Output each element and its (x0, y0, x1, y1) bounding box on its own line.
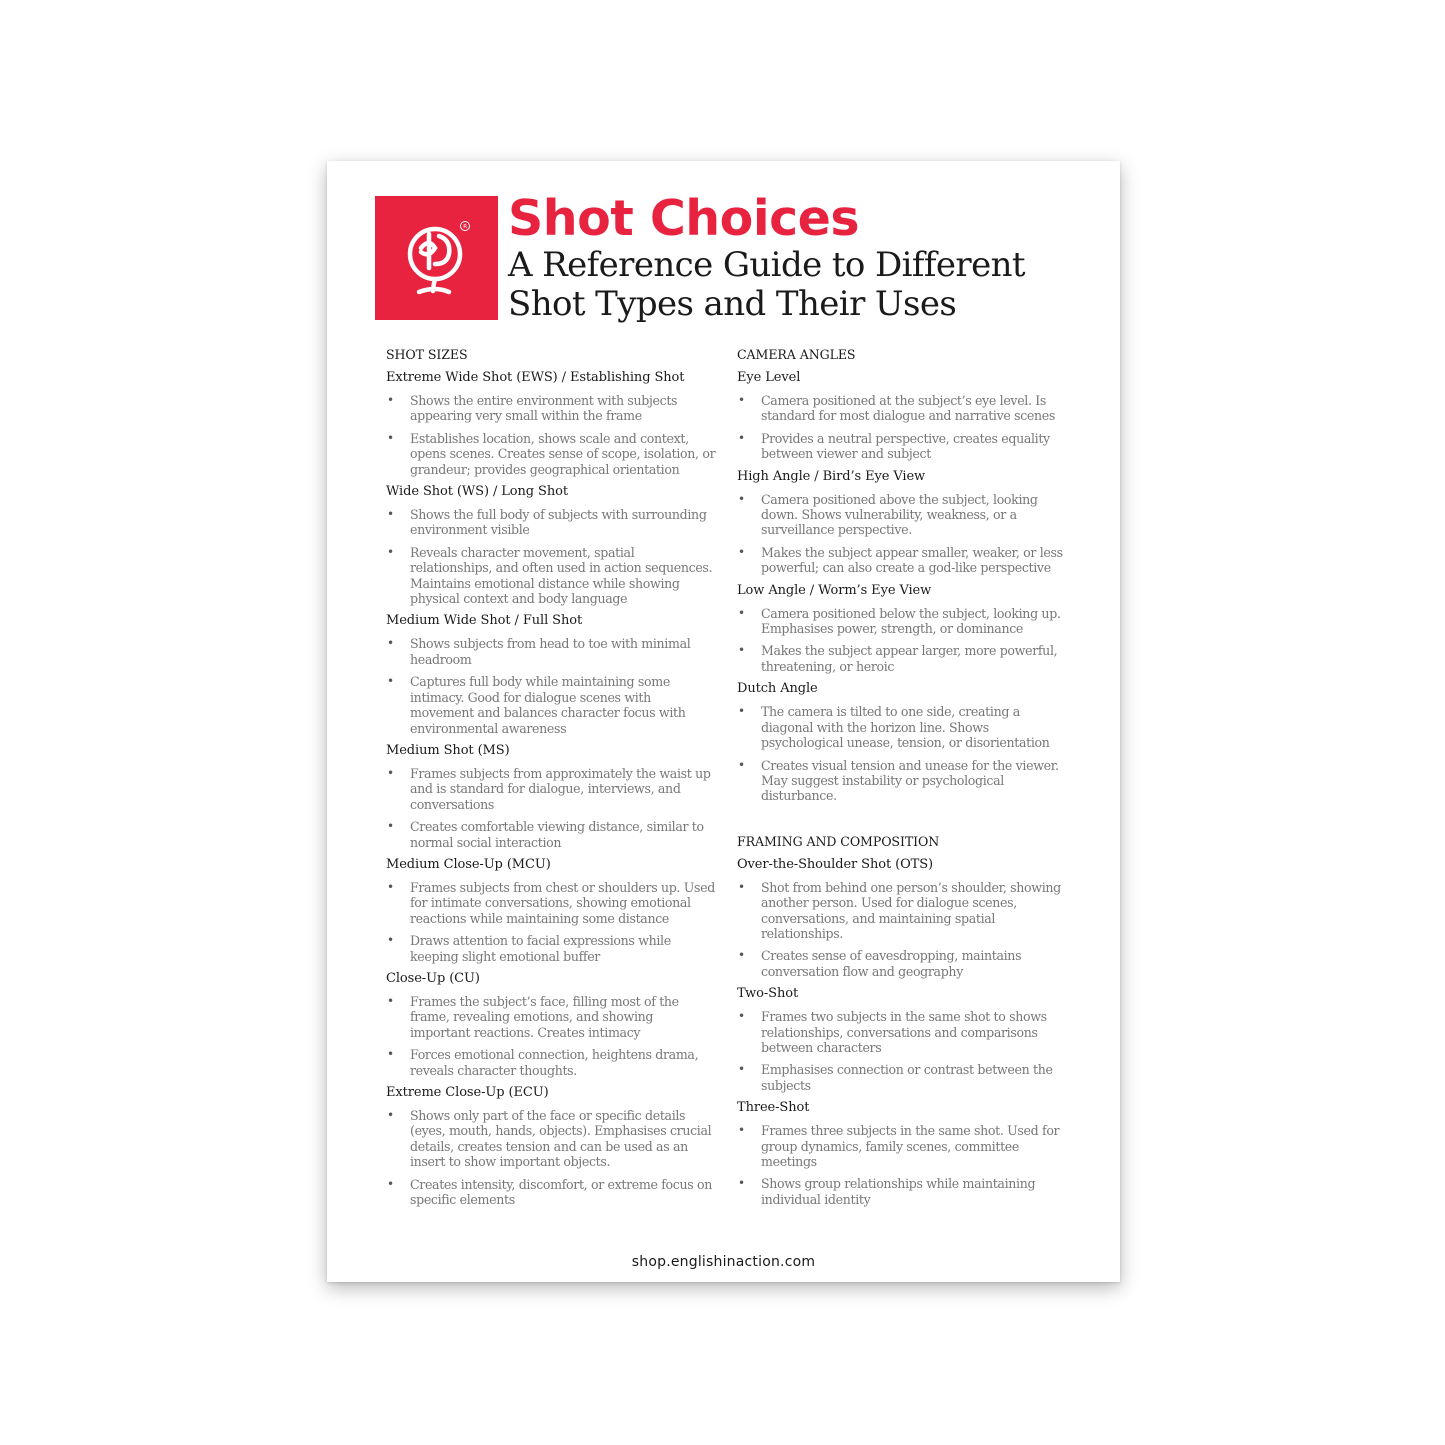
list-item: • Shot from behind one person’s shoulder, showing another person. Used for dialogue scenes, conversations, and maintaining spatial relationships. (738, 879, 1061, 941)
section-heading-camera-angles: CAMERA ANGLES (737, 347, 856, 362)
list-item: • Reveals character movement, spatial relationships, and often used in action sequences. Maintains emotional distance while showing physical context and body language (387, 544, 713, 607)
list-item: • Establishes location, shows scale and context, opens scenes. Creates sense of scope, isolation, or grandeur; provides geographical orientation (387, 430, 716, 477)
angle-heading: Low Angle / Worm’s Eye View (737, 582, 932, 598)
page-title: Shot Choices (508, 190, 860, 247)
list-item: • Provides a neutral perspective, creates equality between viewer and subject (738, 430, 1050, 462)
bullet-icon: • (387, 636, 394, 651)
bullet-list (386, 393, 716, 477)
brand-logo (375, 196, 498, 320)
list-item: • Forces emotional connection, heightens drama, reveals character thoughts. (387, 1047, 699, 1078)
bullet-list (386, 880, 716, 964)
section-heading-framing: FRAMING AND COMPOSITION (737, 833, 940, 849)
bullet-list (386, 994, 716, 1078)
bullet-icon: • (387, 879, 394, 894)
list-item: • Makes the subject appear larger, more powerful, threatening, or heroic (738, 643, 1058, 674)
angle-heading: Eye Level (737, 370, 801, 385)
list-item: • Creates sense of eavesdropping, maintains conversation flow and geography (738, 948, 1022, 979)
bullet-icon: • (738, 544, 745, 559)
list-item: • Camera positioned above the subject, looking down. Shows vulnerability, weakness, or a surveillance perspective. (738, 491, 1038, 538)
list-item: • The camera is tilted to one side, creating a diagonal with the horizon line. Shows psychological unease, tension, or disorientation (738, 704, 1050, 751)
bullet-list (386, 1108, 716, 1207)
globe-logo-icon (375, 196, 498, 320)
list-item: • Emphasises connection or contrast between the subjects (738, 1062, 1053, 1093)
bullet-icon: • (738, 757, 745, 772)
subtitle-line: A Reference Guide to Different (508, 245, 1025, 285)
list-item: • Shows the entire environment with subjects appearing very small within the frame (387, 393, 678, 424)
bullet-icon: • (387, 933, 394, 948)
bullet-icon: • (738, 879, 745, 894)
angle-heading: Dutch Angle (737, 681, 818, 697)
list-item: • Captures full body while maintaining some intimacy. Good for dialogue scenes with movement and balances character focus with environmental awareness (387, 674, 686, 736)
bullet-icon: • (387, 430, 394, 445)
bullet-icon: • (738, 1062, 745, 1077)
list-item: • Frames subjects from approximately the waist up and is standard for dialogue, interviews, and conversations (387, 765, 711, 812)
list-item: • Makes the subject appear smaller, weaker, or less powerful; can also create a god-like perspective (738, 544, 1063, 576)
bullet-list (737, 704, 1067, 803)
bullet-icon: • (738, 491, 745, 506)
bullet-icon: • (738, 948, 745, 963)
section-heading-shot-sizes: SHOT SIZES (386, 347, 468, 362)
bullet-icon: • (387, 1176, 394, 1191)
bullet-list (737, 1009, 1067, 1093)
bullet-icon: • (387, 1108, 394, 1122)
list-item: • Frames two subjects in the same shot to shows relationships, conversations and comparisons between characters (738, 1009, 1047, 1055)
reference-sheet (327, 161, 1120, 1282)
bullet-icon: • (738, 393, 745, 407)
shot-heading: Medium Wide Shot / Full Shot (386, 613, 583, 629)
svg-text:R: R (463, 224, 468, 230)
shot-heading: Extreme Close-Up (ECU) (386, 1085, 549, 1100)
bullet-icon: • (387, 544, 394, 559)
bullet-icon: • (387, 1047, 394, 1062)
framing-heading: Over-the-Shoulder Shot (OTS) (737, 856, 934, 872)
bullet-list (737, 492, 1067, 576)
bullet-list (737, 393, 1067, 462)
shot-heading: Extreme Wide Shot (EWS) / Establishing Shot (386, 370, 685, 385)
bullet-icon: • (738, 1176, 745, 1191)
shot-heading: Close-Up (CU) (386, 970, 480, 986)
bullet-list (737, 1123, 1067, 1207)
bullet-list (737, 606, 1067, 675)
bullet-icon: • (738, 430, 745, 445)
bullet-list (386, 766, 716, 850)
list-item: • Creates comfortable viewing distance, similar to normal social interaction (387, 819, 704, 850)
left-column (386, 347, 716, 1214)
bullet-icon: • (738, 704, 745, 719)
list-item: • Creates intensity, discomfort, or extreme focus on specific elements (387, 1176, 712, 1208)
shot-heading: Medium Close-Up (MCU) (386, 856, 551, 872)
list-item: • Camera positioned at the subject’s eye level. Is standard for most dialogue and narrative scenes (738, 393, 1056, 424)
bullet-list (737, 880, 1067, 979)
list-item: • Frames three subjects in the same shot. Used for group dynamics, family scenes, committee meetings (738, 1123, 1060, 1169)
subtitle-line: Shot Types and Their Uses (508, 284, 957, 324)
bullet-icon: • (387, 507, 394, 522)
list-item: • Frames subjects from chest or shoulders up. Used for intimate conversations, showing emotional reactions while maintaining some distance (387, 879, 715, 926)
bullet-list (386, 507, 716, 606)
framing-heading: Three-Shot (737, 1100, 810, 1116)
footer-url[interactable]: shop.englishinaction.com (631, 1254, 816, 1270)
shot-heading: Wide Shot (WS) / Long Shot (386, 484, 568, 500)
list-item: • Creates visual tension and unease for the viewer. May suggest instability or psychological disturbance. (738, 757, 1059, 804)
bullet-icon: • (387, 674, 394, 689)
list-item: • Shows only part of the face or specific details (eyes, mouth, hands, objects). Emphasises crucial details, creates tension and can be used as an insert to show important objects. (387, 1108, 712, 1170)
bullet-list (386, 636, 716, 735)
right-column (737, 347, 1067, 1214)
bullet-icon: • (387, 993, 394, 1008)
page-subtitle (508, 246, 1068, 324)
bullet-icon: • (738, 1123, 745, 1138)
bullet-icon: • (387, 819, 394, 834)
list-item: • Frames the subject’s face, filling most of the frame, revealing emotions, and showing important reactions. Creates intimacy (387, 993, 679, 1040)
list-item: • Shows group relationships while maintaining individual identity (738, 1176, 1036, 1207)
list-item: • Draws attention to facial expressions while keeping slight emotional buffer (387, 933, 671, 964)
bullet-icon: • (738, 1009, 745, 1024)
list-item: • Shows the full body of subjects with surrounding environment visible (387, 507, 707, 538)
framing-heading: Two-Shot (737, 986, 799, 1002)
list-item: • Shows subjects from head to toe with minimal headroom (387, 636, 691, 667)
angle-heading: High Angle / Bird’s Eye View (737, 468, 926, 484)
list-item: • Camera positioned below the subject, looking up. Emphasises power, strength, or dominance (738, 605, 1061, 637)
bullet-icon: • (387, 765, 394, 780)
bullet-icon: • (738, 605, 745, 620)
bullet-icon: • (387, 393, 394, 407)
shot-heading: Medium Shot (MS) (386, 742, 510, 758)
bullet-icon: • (738, 643, 745, 658)
